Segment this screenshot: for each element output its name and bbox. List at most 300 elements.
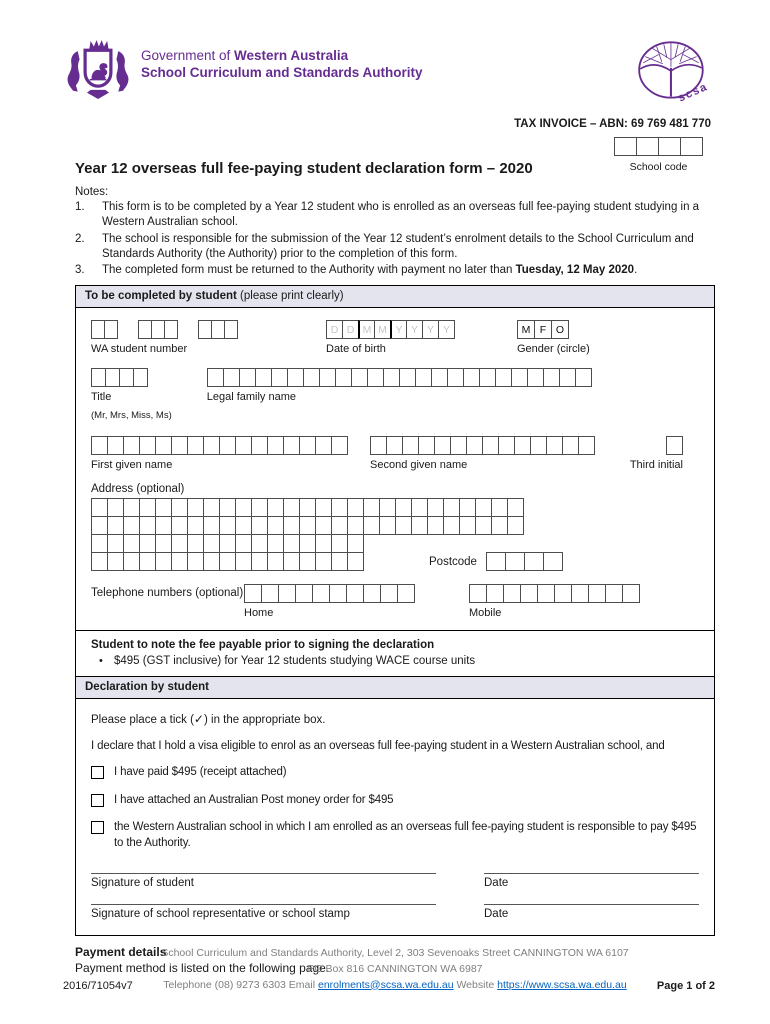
title-field — [91, 368, 172, 421]
second-name-box[interactable] — [434, 436, 451, 455]
family-name-box[interactable] — [527, 368, 544, 387]
title-sublabel: (Mr, Mrs, Miss, Ms) — [91, 410, 172, 422]
address-box[interactable] — [315, 516, 332, 535]
address-box[interactable] — [91, 552, 108, 571]
family-name-box[interactable] — [271, 368, 288, 387]
form-box — [75, 285, 715, 936]
section-header-student — [76, 286, 714, 308]
school-signature-row — [91, 904, 699, 920]
student-date-line[interactable] — [484, 873, 699, 889]
mobile-phone-box[interactable] — [469, 584, 487, 603]
home-phone-box[interactable] — [329, 584, 347, 603]
address-box[interactable] — [443, 516, 460, 535]
family-name-box[interactable] — [431, 368, 448, 387]
note-number: 3. — [75, 264, 85, 277]
school-code-box[interactable] — [614, 137, 637, 156]
address-box[interactable] — [299, 534, 316, 553]
home-phone-field — [244, 584, 415, 619]
address-box[interactable] — [331, 552, 348, 571]
authority-name: School Curriculum and Standards Authority — [141, 65, 423, 81]
address-box[interactable] — [363, 498, 380, 517]
form-content — [75, 186, 715, 975]
wa-number-box[interactable] — [104, 320, 118, 339]
address-box[interactable] — [283, 552, 300, 571]
scsa-tree-logo — [632, 37, 714, 107]
second-given-name-field — [370, 436, 595, 471]
address-box[interactable] — [251, 498, 268, 517]
family-name-box[interactable] — [319, 368, 336, 387]
address-box[interactable] — [171, 516, 188, 535]
note-item — [75, 200, 715, 231]
address-box[interactable] — [203, 552, 220, 571]
address-box[interactable] — [331, 516, 348, 535]
option-label: I have paid $495 (receipt attached) — [114, 766, 287, 779]
first-given-name-field — [91, 436, 348, 471]
address-box[interactable] — [203, 534, 220, 553]
address-box[interactable] — [107, 534, 124, 553]
address-box[interactable] — [347, 516, 364, 535]
first-name-box[interactable] — [155, 436, 172, 455]
wa-number-box[interactable] — [138, 320, 152, 339]
mobile-phone-label: Mobile — [469, 607, 502, 620]
family-name-box[interactable] — [351, 368, 368, 387]
mobile-phone-box[interactable] — [537, 584, 555, 603]
address-box[interactable] — [491, 498, 508, 517]
paid-495-checkbox[interactable] — [91, 766, 104, 779]
school-code-label: School code — [629, 161, 688, 173]
wa-number-group2 — [138, 320, 178, 339]
address-box[interactable] — [283, 498, 300, 517]
family-name-box[interactable] — [447, 368, 464, 387]
address-box[interactable] — [475, 516, 492, 535]
title-box[interactable] — [133, 368, 148, 387]
address-box[interactable] — [171, 534, 188, 553]
address-box[interactable] — [427, 516, 444, 535]
family-name-box[interactable] — [479, 368, 496, 387]
address-box[interactable] — [187, 516, 204, 535]
first-name-box[interactable] — [315, 436, 332, 455]
gender-option[interactable]: F — [534, 320, 552, 339]
address-box[interactable] — [139, 516, 156, 535]
gov-bold: Western Australia — [234, 48, 349, 63]
dob-box[interactable]: Y — [390, 320, 407, 339]
family-name-box[interactable] — [287, 368, 304, 387]
mobile-phone-boxes — [469, 584, 640, 603]
payment-option-row — [91, 793, 699, 809]
date-label: Date — [484, 908, 509, 921]
school-code-box[interactable] — [680, 137, 703, 156]
home-phone-box[interactable] — [312, 584, 330, 603]
second-name-box[interactable] — [530, 436, 547, 455]
address-box[interactable] — [347, 534, 364, 553]
address-row-3 — [91, 534, 699, 553]
gender-field — [517, 320, 590, 355]
first-name-box[interactable] — [235, 436, 252, 455]
title-box[interactable] — [105, 368, 120, 387]
address-box[interactable] — [395, 498, 412, 517]
address-box[interactable] — [315, 498, 332, 517]
student-signature-line[interactable] — [91, 873, 436, 889]
third-initial-boxes — [666, 436, 683, 455]
address-box[interactable] — [443, 498, 460, 517]
address-box[interactable] — [491, 516, 508, 535]
student-signature-row — [91, 873, 699, 889]
address-box[interactable] — [347, 498, 364, 517]
dob-boxes — [326, 320, 455, 339]
row-given-names — [91, 436, 699, 471]
declaration-intro: I declare that I hold a visa eligible to enrol as an overseas full fee-paying student in a Western Australian school, and — [91, 740, 665, 753]
gender-option[interactable]: M — [517, 320, 535, 339]
second-name-boxes — [370, 436, 595, 455]
footer-line-2: PO Box 816 CANNINGTON WA 6987 — [307, 962, 483, 975]
first-name-box[interactable] — [331, 436, 348, 455]
dob-box[interactable]: Y — [422, 320, 439, 339]
address-box[interactable] — [155, 552, 172, 571]
row-title-family-name — [91, 368, 699, 421]
first-name-box[interactable] — [299, 436, 316, 455]
second-name-box[interactable] — [514, 436, 531, 455]
payment-heading: Payment details — [75, 945, 167, 960]
wa-number-box[interactable] — [91, 320, 105, 339]
home-phone-box[interactable] — [380, 584, 398, 603]
mobile-phone-box[interactable] — [605, 584, 623, 603]
address-label: Address (optional) — [91, 483, 185, 496]
address-box[interactable] — [251, 534, 268, 553]
wa-coat-of-arms-logo — [63, 39, 133, 102]
dob-label: Date of birth — [326, 343, 386, 356]
note-text: The school is responsible for the submission of the Year 12 student’s enrolment details to the School Curriculum and Standards Authority (the Authority) prior to the completion of this form. — [102, 232, 694, 260]
family-name-label: Legal family name — [206, 391, 297, 404]
note-number: 1. — [75, 201, 85, 213]
family-name-box[interactable] — [463, 368, 480, 387]
address-box[interactable] — [123, 516, 140, 535]
note-text: The completed form must be returned to the Authority with payment no later than Tuesday, 12 May 2020. — [102, 264, 638, 277]
fee-item — [91, 655, 699, 667]
first-name-box[interactable] — [139, 436, 156, 455]
dob-field — [326, 320, 455, 355]
address-box[interactable] — [91, 516, 108, 535]
address-box[interactable] — [123, 534, 140, 553]
family-name-box[interactable] — [303, 368, 320, 387]
dob-box[interactable]: Y — [406, 320, 423, 339]
home-phone-boxes — [244, 584, 415, 603]
section-header-bold: To be completed by student — [85, 290, 237, 303]
address-box[interactable] — [139, 534, 156, 553]
address-box[interactable] — [411, 516, 428, 535]
family-name-field — [207, 368, 592, 403]
address-box[interactable] — [235, 552, 252, 571]
signature-label: Signature of school representative or school stamp — [91, 908, 350, 921]
first-name-box[interactable] — [91, 436, 108, 455]
school-pays-checkbox[interactable] — [91, 821, 104, 834]
wa-number-box[interactable] — [198, 320, 212, 339]
family-name-box[interactable] — [255, 368, 272, 387]
address-box[interactable] — [299, 516, 316, 535]
address-box[interactable] — [459, 498, 476, 517]
address-box[interactable] — [171, 552, 188, 571]
footer-line-1: School Curriculum and Standards Authority, Level 2, 303 Sevenoaks Street CANNINGTON WA 6107 — [161, 947, 629, 959]
address-row-2 — [91, 516, 699, 535]
third-initial-box[interactable] — [666, 436, 683, 455]
school-signature-line[interactable] — [91, 904, 436, 920]
first-name-box[interactable] — [203, 436, 220, 455]
home-phone-box[interactable] — [397, 584, 415, 603]
email-link[interactable]: enrolments@scsa.wa.edu.au — [317, 978, 454, 991]
third-initial-label: Third initial — [629, 459, 683, 472]
payment-text: Payment method is listed on the following page. — [75, 961, 330, 976]
address-box[interactable] — [459, 516, 476, 535]
address-field — [91, 483, 699, 571]
address-box[interactable] — [139, 498, 156, 517]
address-box[interactable] — [107, 498, 124, 517]
family-name-boxes — [207, 368, 592, 387]
address-box[interactable] — [315, 552, 332, 571]
address-box[interactable] — [251, 552, 268, 571]
second-given-name-label: Second given name — [370, 459, 468, 472]
family-name-box[interactable] — [239, 368, 256, 387]
title-boxes — [91, 368, 172, 387]
address-row-4 — [91, 552, 699, 571]
government-wordmark — [141, 47, 423, 82]
address-box[interactable] — [139, 552, 156, 571]
address-box[interactable] — [507, 516, 524, 535]
home-phone-box[interactable] — [278, 584, 296, 603]
wa-number-group1 — [91, 320, 118, 339]
mobile-phone-box[interactable] — [554, 584, 572, 603]
address-box[interactable] — [267, 552, 284, 571]
postcode-box[interactable] — [543, 552, 563, 571]
address-box[interactable] — [171, 498, 188, 517]
gender-option[interactable]: O — [551, 320, 569, 339]
student-details — [76, 308, 714, 630]
address-box[interactable] — [187, 498, 204, 517]
signature-label: Signature of student — [91, 877, 194, 890]
address-box[interactable] — [219, 552, 236, 571]
bullet-icon: • — [99, 655, 103, 668]
fee-heading: Student to note the fee payable prior to signing the declaration — [91, 639, 435, 652]
wa-number-box[interactable] — [151, 320, 165, 339]
address-box[interactable] — [203, 498, 220, 517]
address-box[interactable] — [91, 498, 108, 517]
postcode-box[interactable] — [524, 552, 544, 571]
address-box[interactable] — [187, 534, 204, 553]
mobile-phone-box[interactable] — [571, 584, 589, 603]
address-box[interactable] — [283, 534, 300, 553]
home-phone-box[interactable] — [295, 584, 313, 603]
address-box[interactable] — [299, 498, 316, 517]
address-box[interactable] — [395, 516, 412, 535]
page-footer — [63, 946, 715, 993]
document-number: 2016/71054v7 — [63, 980, 133, 993]
option-label: the Western Australian school in which I am enrolled as an overseas full fee-paying student is responsible to pay $495 to the Authority. — [114, 821, 697, 849]
first-name-box[interactable] — [283, 436, 300, 455]
family-name-box[interactable] — [223, 368, 240, 387]
dob-box[interactable]: Y — [438, 320, 455, 339]
address-box[interactable] — [123, 552, 140, 571]
family-name-box[interactable] — [399, 368, 416, 387]
mobile-phone-box[interactable] — [503, 584, 521, 603]
home-phone-box[interactable] — [363, 584, 381, 603]
dob-box[interactable]: M — [358, 320, 375, 339]
family-name-box[interactable] — [543, 368, 560, 387]
address-box[interactable] — [91, 534, 108, 553]
first-name-box[interactable] — [107, 436, 124, 455]
row-number-dob-gender — [91, 320, 699, 355]
declaration-header-text: Declaration by student — [85, 681, 209, 694]
dob-box[interactable]: D — [342, 320, 359, 339]
fee-item-text: $495 (GST inclusive) for Year 12 students studying WACE course units — [114, 655, 476, 668]
third-initial-field — [630, 436, 683, 471]
address-box[interactable] — [299, 552, 316, 571]
school-code-box[interactable] — [658, 137, 681, 156]
second-name-box[interactable] — [466, 436, 483, 455]
family-name-box[interactable] — [335, 368, 352, 387]
school-code-boxes — [614, 137, 703, 156]
first-name-box[interactable] — [219, 436, 236, 455]
address-box[interactable] — [427, 498, 444, 517]
payment-option-row — [91, 765, 699, 781]
address-box[interactable] — [219, 516, 236, 535]
first-name-box[interactable] — [171, 436, 188, 455]
second-name-box[interactable] — [386, 436, 403, 455]
address-box[interactable] — [331, 498, 348, 517]
note-item — [75, 263, 715, 278]
school-date-line[interactable] — [484, 904, 699, 920]
section-header-declaration — [76, 676, 714, 699]
wa-number-group3 — [198, 320, 238, 339]
scsa-logo-text: scsa — [676, 80, 710, 105]
second-name-box[interactable] — [562, 436, 579, 455]
mobile-phone-box[interactable] — [486, 584, 504, 603]
postcode-box[interactable] — [505, 552, 525, 571]
family-name-box[interactable] — [575, 368, 592, 387]
mobile-phone-box[interactable] — [588, 584, 606, 603]
dob-box[interactable]: D — [326, 320, 343, 339]
page-number: Page 1 of 2 — [656, 980, 715, 993]
address-box[interactable] — [411, 498, 428, 517]
gov-prefix: Government of — [141, 48, 235, 63]
address-box[interactable] — [251, 516, 268, 535]
wa-number-box[interactable] — [211, 320, 225, 339]
address-box[interactable] — [235, 516, 252, 535]
second-name-box[interactable] — [482, 436, 499, 455]
address-box[interactable] — [235, 498, 252, 517]
address-box[interactable] — [315, 534, 332, 553]
address-box[interactable] — [507, 498, 524, 517]
address-box[interactable] — [203, 516, 220, 535]
section-header-note: (please print clearly) — [236, 290, 344, 303]
address-box[interactable] — [123, 498, 140, 517]
first-name-boxes — [91, 436, 348, 455]
second-name-box[interactable] — [450, 436, 467, 455]
second-name-box[interactable] — [402, 436, 419, 455]
wa-number-box[interactable] — [164, 320, 178, 339]
address-box[interactable] — [187, 552, 204, 571]
gender-boxes — [517, 320, 590, 339]
address-box[interactable] — [379, 516, 396, 535]
telephone-fields — [91, 584, 699, 619]
family-name-box[interactable] — [207, 368, 224, 387]
signature-area — [91, 873, 699, 920]
family-name-box[interactable] — [367, 368, 384, 387]
note-item — [75, 232, 715, 263]
first-name-box[interactable] — [187, 436, 204, 455]
money-order-checkbox[interactable] — [91, 794, 104, 807]
title-box[interactable] — [119, 368, 134, 387]
home-phone-label: Home — [244, 607, 274, 620]
home-phone-box[interactable] — [261, 584, 279, 603]
second-name-box[interactable] — [578, 436, 595, 455]
postcode-label: Postcode — [429, 555, 477, 568]
wa-student-number-boxes — [91, 320, 238, 339]
first-name-box[interactable] — [267, 436, 284, 455]
address-box[interactable] — [267, 498, 284, 517]
postcode-box[interactable] — [486, 552, 506, 571]
mobile-phone-box[interactable] — [520, 584, 538, 603]
second-name-box[interactable] — [546, 436, 563, 455]
note-text: This form is to be completed by a Year 12 student who is enrolled as an overseas full fee-paying student studying in a Western Australian school. — [102, 201, 700, 229]
mobile-phone-field — [469, 584, 640, 619]
school-code-box[interactable] — [636, 137, 659, 156]
second-name-box[interactable] — [418, 436, 435, 455]
mobile-phone-box[interactable] — [622, 584, 640, 603]
address-box[interactable] — [363, 516, 380, 535]
declaration-content — [76, 699, 714, 935]
home-phone-box[interactable] — [244, 584, 262, 603]
address-box[interactable] — [267, 516, 284, 535]
address-box[interactable] — [155, 516, 172, 535]
address-box[interactable] — [219, 498, 236, 517]
date-label: Date — [484, 877, 509, 890]
dob-box[interactable]: M — [374, 320, 391, 339]
first-name-box[interactable] — [251, 436, 268, 455]
title-box[interactable] — [91, 368, 106, 387]
address-box[interactable] — [267, 534, 284, 553]
address-box[interactable] — [235, 534, 252, 553]
address-box[interactable] — [379, 498, 396, 517]
second-name-box[interactable] — [370, 436, 387, 455]
family-name-box[interactable] — [511, 368, 528, 387]
family-name-box[interactable] — [495, 368, 512, 387]
address-box[interactable] — [155, 498, 172, 517]
address-row-1 — [91, 498, 699, 517]
website-link[interactable]: https://www.scsa.wa.edu.au — [497, 978, 627, 991]
tick-instruction: Please place a tick (✓) in the appropriate box. — [91, 712, 326, 727]
family-name-box[interactable] — [383, 368, 400, 387]
footer-line-3: Telephone (08) 9273 6303 Email enrolments@scsa.wa.edu.au Website https://www.scsa.wa.edu.au — [163, 978, 627, 991]
address-box[interactable] — [107, 552, 124, 571]
page-title: Year 12 overseas full fee-paying student declaration form – 2020 — [75, 160, 533, 177]
first-given-name-label: First given name — [91, 459, 173, 472]
address-box[interactable] — [331, 534, 348, 553]
postcode-boxes — [486, 552, 563, 571]
address-box[interactable] — [155, 534, 172, 553]
address-box[interactable] — [107, 516, 124, 535]
home-phone-box[interactable] — [346, 584, 364, 603]
address-box[interactable] — [283, 516, 300, 535]
due-date: Tuesday, 12 May 2020 — [515, 264, 635, 277]
first-name-box[interactable] — [123, 436, 140, 455]
fee-section — [76, 630, 714, 676]
address-box[interactable] — [219, 534, 236, 553]
family-name-box[interactable] — [559, 368, 576, 387]
family-name-box[interactable] — [415, 368, 432, 387]
wa-student-number-label: WA student number — [91, 343, 188, 356]
second-name-box[interactable] — [498, 436, 515, 455]
address-box[interactable] — [475, 498, 492, 517]
wa-number-box[interactable] — [224, 320, 238, 339]
address-box[interactable] — [347, 552, 364, 571]
